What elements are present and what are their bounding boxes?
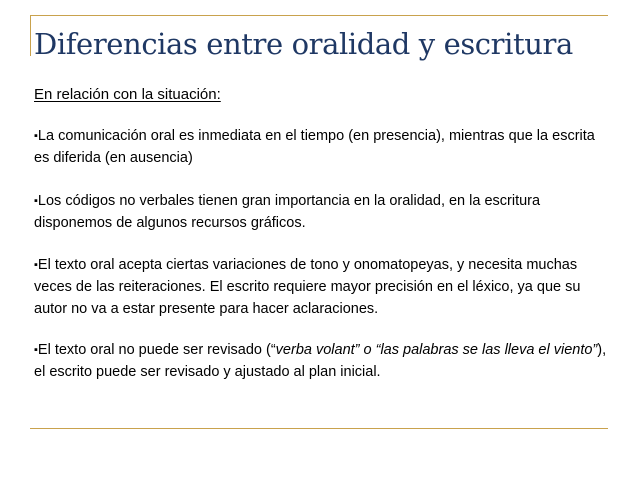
slide-content	[34, 85, 609, 383]
bottom-rule	[30, 428, 608, 429]
left-rule	[30, 15, 31, 56]
bullet-text: La comunicación oral es inmediata en el tiempo (en presencia), mientras que la escrita es diferida (en ausencia)	[34, 128, 595, 166]
bullet-square-icon: ▪	[34, 195, 38, 207]
bullet-list	[34, 125, 609, 383]
bullet-text-after: ), el escrito puede ser revisado y ajustado al plan inicial.	[34, 342, 607, 380]
section-subtitle: En relación con la situación:	[34, 86, 221, 103]
bullet-text: El texto oral acepta ciertas variaciones de tono y onomatopeyas, y necesita muchas veces de las reiteraciones. El escrito requiere mayor precisión en el léxico, ya que su autor no va a estar presente para hacer aclaraciones.	[34, 257, 581, 317]
top-rule	[30, 15, 608, 16]
bullet-item-nonverbal-codes	[34, 190, 609, 234]
bullet-text: Los códigos no verbales tienen gran importancia en la oralidad, en la escritura disponemos de algunos recursos gráficos.	[34, 193, 541, 231]
bullet-text-before: El texto oral no puede ser revisado (“	[37, 342, 276, 358]
bullet-item-immediacy	[34, 125, 609, 169]
bullet-text-italic-quote: verba volant” o “las palabras se las lleva el viento”	[275, 342, 598, 358]
slide-title: Diferencias entre oralidad y escritura	[34, 27, 573, 61]
bullet-item-revision	[34, 339, 609, 383]
bullet-square-icon: ▪	[34, 130, 38, 142]
bullet-square-icon: ▪	[34, 344, 38, 356]
bullet-item-variations	[34, 254, 609, 320]
bullet-square-icon: ▪	[34, 259, 38, 271]
